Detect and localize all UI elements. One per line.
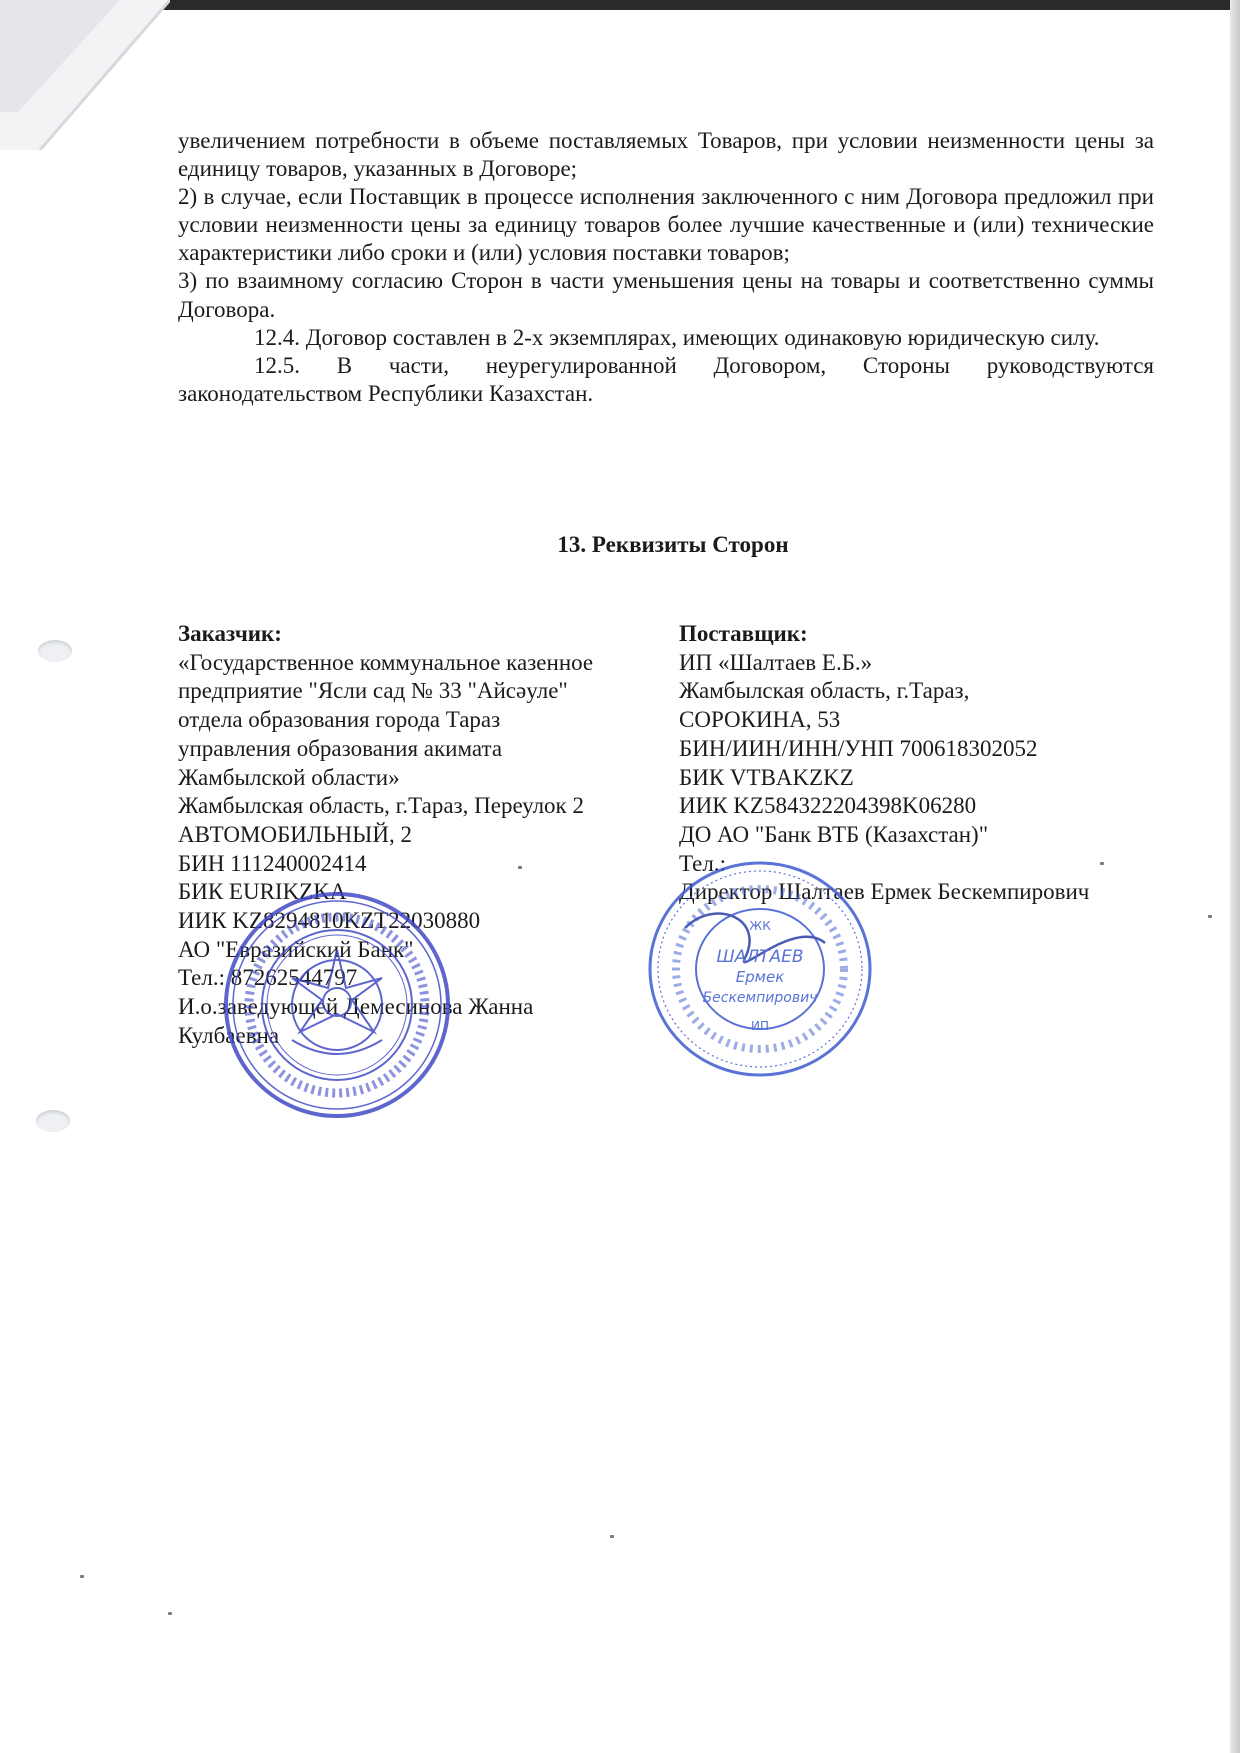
scan-speck [1208, 915, 1212, 918]
scan-speck [1100, 862, 1104, 865]
scan-speck [80, 1575, 84, 1578]
customer-line: АВТОМОБИЛЬНЫЙ, 2 [178, 821, 412, 847]
scan-speck [518, 866, 522, 869]
seal-text-patronymic: Бескемпирович [702, 990, 818, 1006]
punch-hole-top [38, 640, 72, 662]
scan-right-edge [1230, 0, 1240, 1753]
customer-line: БИК EURIKZKA [178, 879, 347, 905]
scan-speck [610, 1535, 614, 1538]
customer-line: Жамбылской области» [178, 764, 400, 790]
supplier-line: СОРОКИНА, 53 [679, 707, 841, 733]
paragraph-12-4: 12.4. Договор составлен в 2-х экземплярах, имеющих одинаковую юридическую силу. [254, 324, 1100, 350]
folded-corner [0, 0, 170, 150]
customer-line: БИН 111240002414 [178, 850, 367, 876]
punch-hole-bottom [36, 1110, 70, 1132]
customer-seal-stamp [222, 890, 452, 1120]
paragraph-12-5: 12.5. В части, неурегулированной Договором, Стороны руководствуются законодательством Республики Казахстан. [178, 352, 1154, 406]
supplier-line: ИП «Шалтаев Е.Б.» [679, 649, 873, 675]
customer-line: предприятие "Ясли сад № 33 "Айсәуле" [178, 678, 568, 704]
supplier-line: Жамбылская область, г.Тараз, [679, 678, 970, 704]
customer-label: Заказчик: [178, 621, 282, 646]
supplier-line: БИН/ИИН/ИНН/УНП 700618302052 [679, 735, 1038, 761]
supplier-seal-stamp [645, 858, 875, 1080]
supplier-label: Поставщик: [679, 621, 808, 646]
supplier-line: ИИК KZ584322204398K06280 [679, 793, 977, 819]
section-title: 13. Реквизиты Сторон [557, 532, 789, 557]
supplier-line: ДО АО "Банк ВТБ (Казахстан)" [679, 821, 989, 847]
customer-line: И.о.заведующей Демесинова Жанна [178, 994, 534, 1020]
customer-line: АО "Евразийский Банк" [178, 936, 414, 962]
paragraph-item-2: 2) в случае, если Поставщик в процессе исполнения заключенного с ним Договора предложил при условии неизменности цены за единицу товаров более лучшие качественные и (или) технические характеристики либо сроки и (или) условия поставки товаров; [178, 184, 1154, 266]
seal-text-name: ШАЛТАЕВ [716, 947, 804, 967]
seal-text-first: Ермек [735, 968, 785, 986]
customer-line: Кулбаевна [178, 1022, 280, 1048]
supplier-line: Директор Шалтаев Ермек Бескемпирович [679, 879, 1090, 905]
scan-speck [168, 1612, 172, 1615]
customer-line: Тел.: 87262544797 [178, 965, 358, 991]
supplier-line: БИК VTBAKZKZ [679, 764, 854, 790]
customer-line: отдела образования города Тараз [178, 707, 501, 733]
supplier-line: Тел.: [679, 850, 726, 876]
customer-line: Жамбылская область, г.Тараз, Переулок 2 [178, 793, 584, 819]
paragraph-item-3: 3) по взаимному согласию Сторон в части уменьшения цены на товары и соответственно суммы Договора. [178, 268, 1154, 322]
customer-line: ИИК KZ8294810KZT22030880 [178, 908, 481, 934]
customer-line: управления образования акимата [178, 735, 503, 761]
contract-body-text [178, 127, 1154, 408]
scan-top-edge [0, 0, 1240, 10]
customer-line: «Государственное коммунальное казенное [178, 649, 594, 675]
paragraph-continuation: увеличением потребности в объеме поставляемых Товаров, при условии неизменности цены за единицу товаров, указанных в Договоре; [178, 128, 1154, 182]
seal-text-bottom: ИП [751, 1019, 769, 1033]
seal-text-top: ЖК [749, 919, 771, 933]
